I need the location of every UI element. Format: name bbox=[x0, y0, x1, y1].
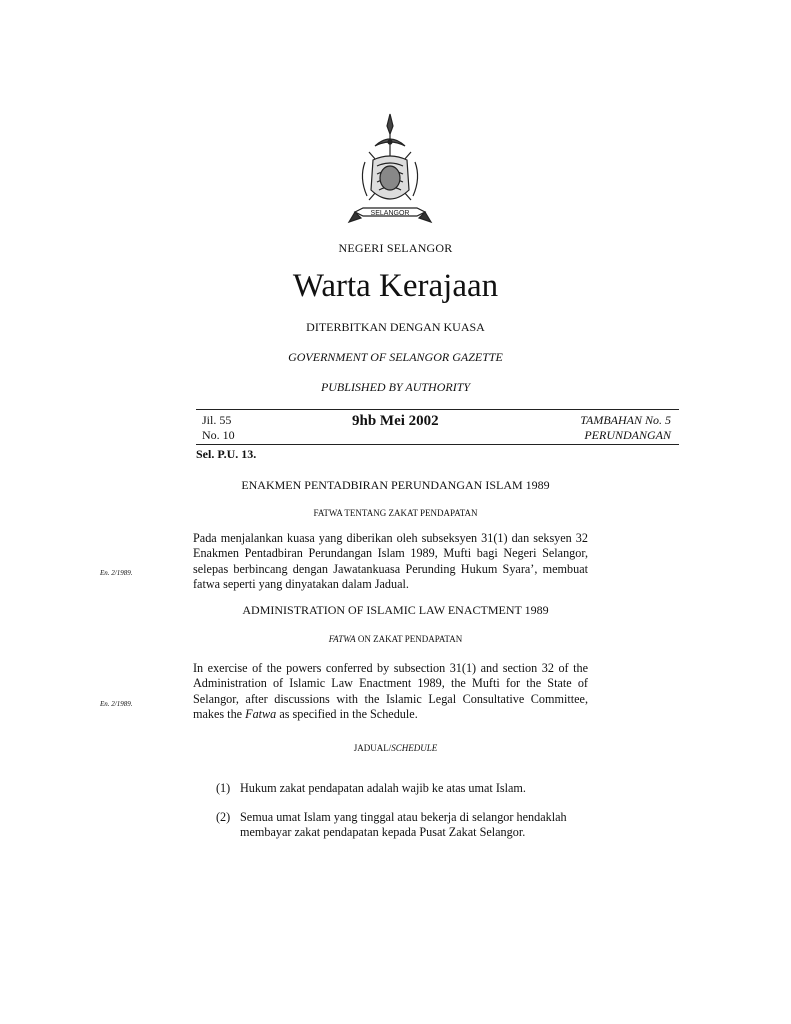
schedule-heading-malay: JADUAL/ bbox=[353, 743, 392, 753]
header-rule-bottom bbox=[196, 444, 679, 445]
schedule-heading bbox=[0, 743, 791, 753]
issue-date: 9hb Mei 2002 bbox=[352, 413, 439, 429]
malay-paragraph: Pada menjalankan kuasa yang diberikan oleh subseksyen 31(1) dan seksyen 32 Enakmen Pentadbiran Perundangan Islam 1989, Mufti bagi Negeri Selangor, selepas berbincang dengan Jawatankuasa Perunding Hukum Syara’, membuat fatwa seperti yang dinyatakan dalam Jadual. bbox=[193, 531, 588, 592]
english-paragraph-end: as specified in the Schedule. bbox=[276, 707, 418, 722]
schedule-item-text: Hukum zakat pendapatan adalah wajib ke atas umat Islam. bbox=[240, 781, 526, 795]
english-paragraph-fatwa: Fatwa bbox=[245, 707, 277, 722]
subtitle-english: GOVERNMENT OF SELANGOR GAZETTE bbox=[288, 350, 503, 364]
subtitle-malay: DITERBITKAN DENGAN KUASA bbox=[306, 320, 485, 334]
fatwa-heading-rest: ON ZAKAT PENDAPATAN bbox=[355, 634, 463, 644]
supplement-label: TAMBAHAN No. 5 bbox=[580, 413, 671, 427]
volume-label: Jil. 55 bbox=[202, 413, 232, 427]
english-margin-note: En. 2/1989. bbox=[100, 700, 133, 708]
english-enactment-heading: ADMINISTRATION OF ISLAMIC LAW ENACTMENT 1989 bbox=[242, 603, 549, 617]
schedule-item-number: (1) bbox=[216, 781, 231, 795]
malay-margin-note: En. 2/1989. bbox=[100, 569, 133, 577]
english-fatwa-heading bbox=[0, 634, 791, 644]
schedule-heading-english: SCHEDULE bbox=[391, 743, 438, 753]
category-label: PERUNDANGAN bbox=[584, 428, 671, 442]
gazette-title: Warta Kerajaan bbox=[292, 268, 499, 304]
regulation-reference: Sel. P.U. 13. bbox=[196, 447, 257, 461]
malay-enactment-heading: ENAKMEN PENTADBIRAN PERUNDANGAN ISLAM 1989 bbox=[241, 478, 550, 492]
english-paragraph-main: In exercise of the powers conferred by subsection 31(1) and section 32 of the Administration of Islamic Law Enactment 1989, the Mufti for the State of Selangor, after discussions with the Islamic Legal Consultative Committee, makes the bbox=[193, 661, 588, 722]
subtitle-authority: PUBLISHED BY AUTHORITY bbox=[320, 380, 471, 394]
selangor-crest-logo bbox=[345, 112, 435, 236]
header-rule-top bbox=[196, 409, 679, 410]
state-name: NEGERI SELANGOR bbox=[338, 241, 453, 255]
schedule-item-number: (2) bbox=[216, 810, 231, 824]
crest-ribbon-text: SELANGOR bbox=[370, 210, 410, 217]
fatwa-word: FATWA bbox=[328, 634, 356, 644]
malay-fatwa-heading: FATWA TENTANG ZAKAT PENDAPATAN bbox=[313, 508, 478, 518]
number-label: No. 10 bbox=[202, 428, 235, 442]
schedule-item-text: Semua umat Islam yang tinggal atau bekerja di selangor hendaklah membayar zakat pendapatan kepada Pusat Zakat Selangor. bbox=[240, 810, 567, 840]
english-paragraph bbox=[193, 661, 588, 723]
